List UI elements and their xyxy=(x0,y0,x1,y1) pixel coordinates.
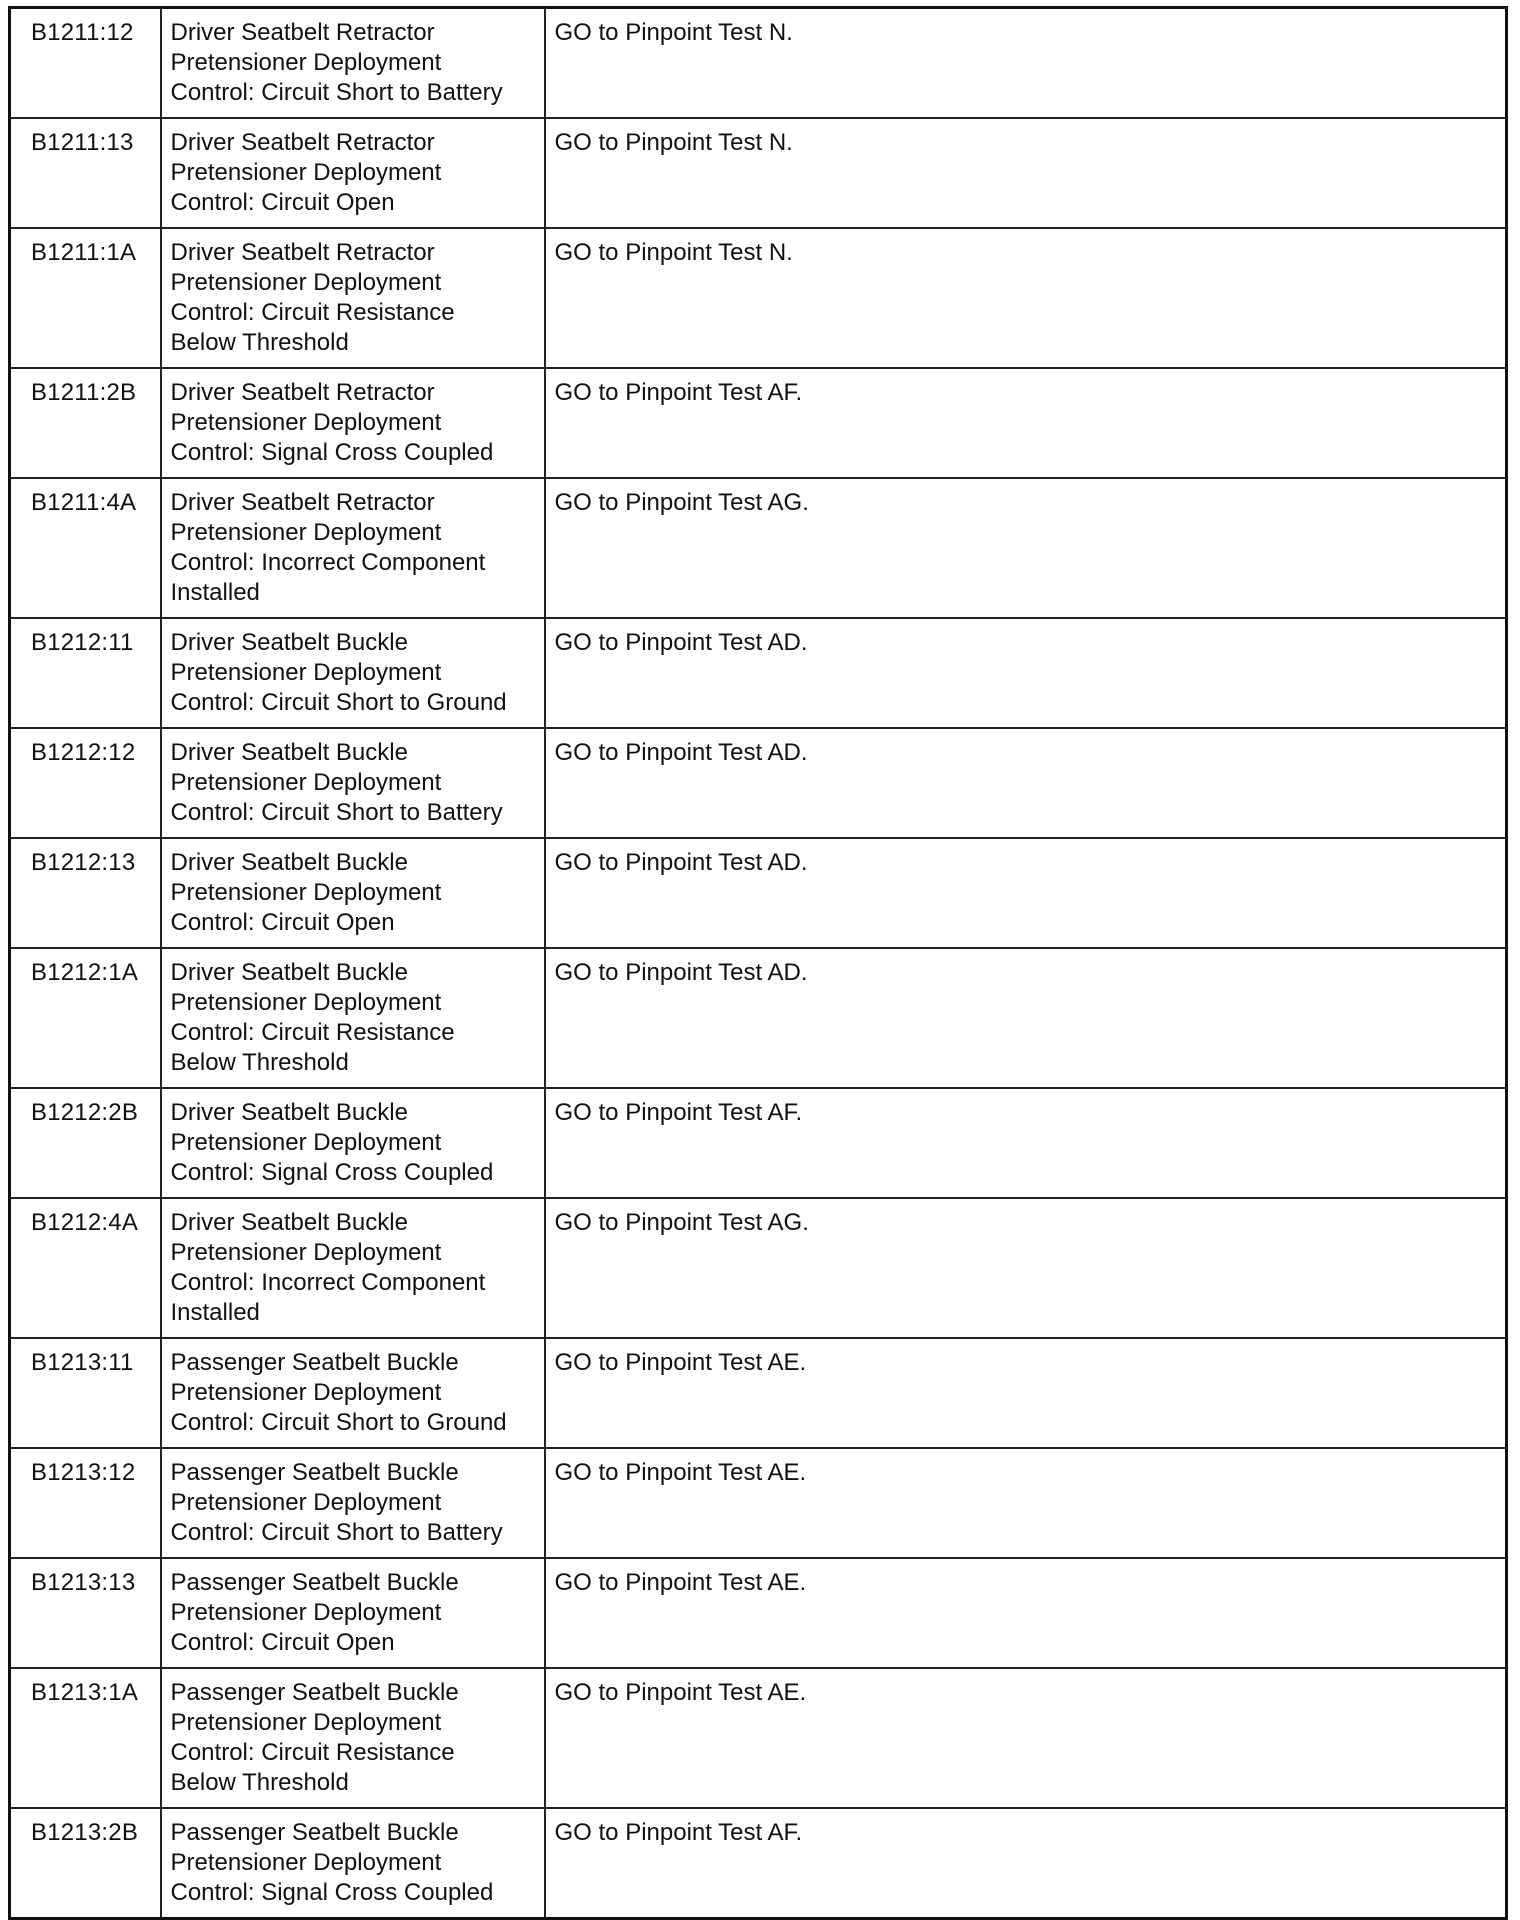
table-row xyxy=(10,8,1507,119)
table-row xyxy=(10,118,1507,228)
dtc-description-cell: Passenger Seatbelt Buckle Pretensioner Deployment Control: Circuit Short to Battery xyxy=(161,1448,545,1558)
dtc-description-cell: Passenger Seatbelt Buckle Pretensioner Deployment Control: Circuit Resistance Below Threshold xyxy=(161,1668,545,1808)
dtc-description-cell: Passenger Seatbelt Buckle Pretensioner Deployment Control: Signal Cross Coupled xyxy=(161,1808,545,1919)
dtc-action-cell: GO to Pinpoint Test AD. xyxy=(545,948,1507,1088)
table-row xyxy=(10,228,1507,368)
dtc-description-cell: Driver Seatbelt Buckle Pretensioner Deployment Control: Incorrect Component Installed xyxy=(161,1198,545,1338)
table-row xyxy=(10,728,1507,838)
dtc-description-cell: Driver Seatbelt Buckle Pretensioner Deployment Control: Circuit Open xyxy=(161,838,545,948)
table-row xyxy=(10,618,1507,728)
dtc-table xyxy=(8,6,1508,1920)
dtc-code-cell: B1213:11 xyxy=(10,1338,161,1448)
table-row xyxy=(10,1808,1507,1919)
dtc-action-cell: GO to Pinpoint Test AF. xyxy=(545,1808,1507,1919)
dtc-action-cell: GO to Pinpoint Test AF. xyxy=(545,368,1507,478)
dtc-action-cell: GO to Pinpoint Test N. xyxy=(545,8,1507,119)
dtc-description-cell: Passenger Seatbelt Buckle Pretensioner Deployment Control: Circuit Open xyxy=(161,1558,545,1668)
table-row xyxy=(10,1088,1507,1198)
table-row xyxy=(10,948,1507,1088)
dtc-description-cell: Driver Seatbelt Buckle Pretensioner Deployment Control: Signal Cross Coupled xyxy=(161,1088,545,1198)
dtc-description-cell: Passenger Seatbelt Buckle Pretensioner Deployment Control: Circuit Short to Ground xyxy=(161,1338,545,1448)
dtc-code-cell: B1212:2B xyxy=(10,1088,161,1198)
dtc-code-cell: B1211:12 xyxy=(10,8,161,119)
dtc-description-cell: Driver Seatbelt Retractor Pretensioner Deployment Control: Signal Cross Coupled xyxy=(161,368,545,478)
dtc-code-cell: B1212:13 xyxy=(10,838,161,948)
dtc-description-cell: Driver Seatbelt Retractor Pretensioner Deployment Control: Circuit Short to Battery xyxy=(161,8,545,119)
table-row xyxy=(10,368,1507,478)
dtc-description-cell: Driver Seatbelt Buckle Pretensioner Deployment Control: Circuit Short to Battery xyxy=(161,728,545,838)
document-page xyxy=(8,6,1508,1920)
dtc-description-cell: Driver Seatbelt Buckle Pretensioner Deployment Control: Circuit Resistance Below Threshold xyxy=(161,948,545,1088)
dtc-code-cell: B1211:13 xyxy=(10,118,161,228)
dtc-action-cell: GO to Pinpoint Test AD. xyxy=(545,728,1507,838)
dtc-action-cell: GO to Pinpoint Test AD. xyxy=(545,618,1507,728)
dtc-description-cell: Driver Seatbelt Retractor Pretensioner Deployment Control: Circuit Resistance Below Threshold xyxy=(161,228,545,368)
dtc-description-cell: Driver Seatbelt Retractor Pretensioner Deployment Control: Circuit Open xyxy=(161,118,545,228)
dtc-action-cell: GO to Pinpoint Test AG. xyxy=(545,478,1507,618)
dtc-code-cell: B1211:1A xyxy=(10,228,161,368)
dtc-action-cell: GO to Pinpoint Test AE. xyxy=(545,1558,1507,1668)
dtc-code-cell: B1212:4A xyxy=(10,1198,161,1338)
dtc-action-cell: GO to Pinpoint Test N. xyxy=(545,118,1507,228)
dtc-code-cell: B1213:13 xyxy=(10,1558,161,1668)
dtc-action-cell: GO to Pinpoint Test AE. xyxy=(545,1338,1507,1448)
dtc-description-cell: Driver Seatbelt Buckle Pretensioner Deployment Control: Circuit Short to Ground xyxy=(161,618,545,728)
table-row xyxy=(10,1668,1507,1808)
dtc-code-cell: B1213:2B xyxy=(10,1808,161,1919)
table-row xyxy=(10,478,1507,618)
dtc-action-cell: GO to Pinpoint Test AE. xyxy=(545,1448,1507,1558)
dtc-action-cell: GO to Pinpoint Test AG. xyxy=(545,1198,1507,1338)
table-row xyxy=(10,1198,1507,1338)
dtc-code-cell: B1212:12 xyxy=(10,728,161,838)
dtc-action-cell: GO to Pinpoint Test N. xyxy=(545,228,1507,368)
dtc-code-cell: B1211:2B xyxy=(10,368,161,478)
dtc-action-cell: GO to Pinpoint Test AD. xyxy=(545,838,1507,948)
dtc-code-cell: B1213:1A xyxy=(10,1668,161,1808)
dtc-description-cell: Driver Seatbelt Retractor Pretensioner Deployment Control: Incorrect Component Installed xyxy=(161,478,545,618)
dtc-action-cell: GO to Pinpoint Test AE. xyxy=(545,1668,1507,1808)
dtc-code-cell: B1213:12 xyxy=(10,1448,161,1558)
dtc-code-cell: B1212:1A xyxy=(10,948,161,1088)
table-row xyxy=(10,1338,1507,1448)
dtc-code-cell: B1212:11 xyxy=(10,618,161,728)
table-row xyxy=(10,1558,1507,1668)
table-row xyxy=(10,838,1507,948)
dtc-action-cell: GO to Pinpoint Test AF. xyxy=(545,1088,1507,1198)
dtc-code-cell: B1211:4A xyxy=(10,478,161,618)
table-row xyxy=(10,1448,1507,1558)
